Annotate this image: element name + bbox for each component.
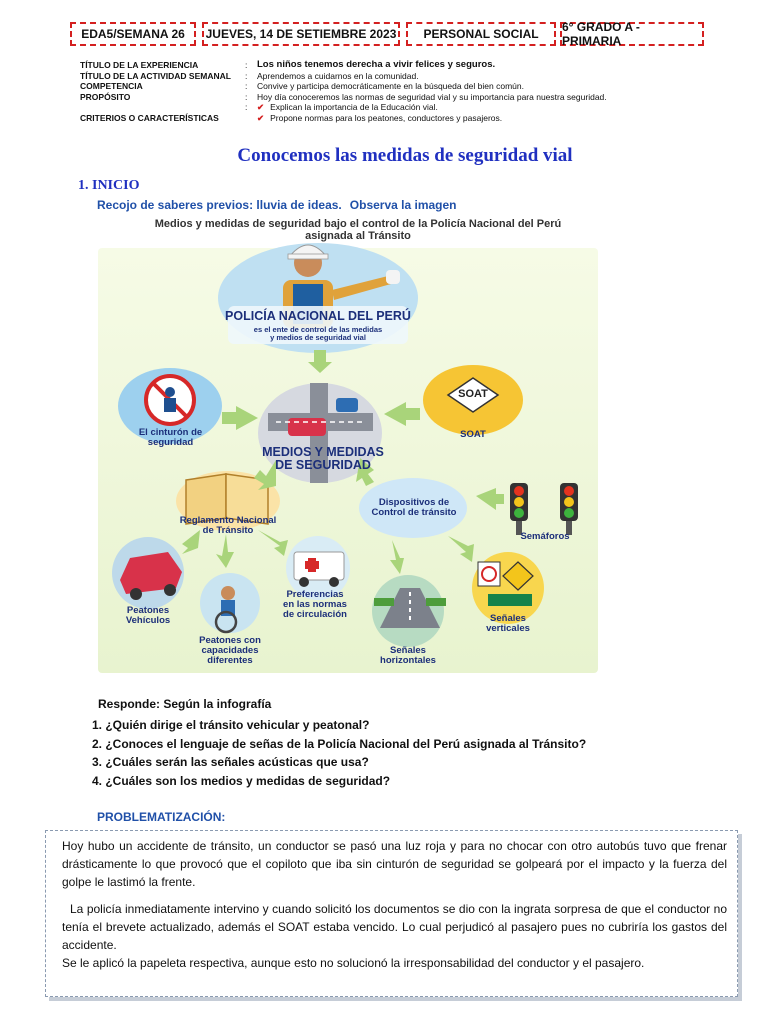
info-row-experience	[80, 60, 700, 71]
peatones-label	[108, 606, 188, 626]
devices-label	[360, 498, 468, 518]
preferencias-label-line1: Preferencias	[286, 589, 344, 600]
problem-paragraph: La policía inmediatamente intervino y cuando solicitó los documentos se dio con la ingrata sorpresa de que el conductor no tenía el brevete actualizado, además el SOAT estaba vencido. Lo cual perjudicó al pasajero pues no cubriría los gastos del accidente.	[62, 902, 727, 952]
header-week: EDA5/SEMANA 26	[81, 27, 185, 41]
capacidades-label-line1: Peatones con	[199, 635, 261, 646]
responde-instruction: Responde: Según la infografía	[98, 697, 272, 711]
criteria-text: Propone normas para los peatones, conductores y pasajeros.	[270, 112, 503, 123]
center-title-line1: MEDIOS Y MEDIDAS	[262, 445, 384, 459]
info-row-activity	[80, 71, 700, 82]
problem-text-box	[45, 830, 738, 997]
capacidades-label-line3: diferentes	[207, 655, 253, 666]
check-icon: ✔	[257, 112, 265, 123]
header-week-box	[70, 22, 196, 46]
header-grade-box	[560, 22, 704, 46]
center-title-line2: DE SEGURIDAD	[275, 458, 371, 472]
capacidades-label-line2: capacidades	[201, 645, 259, 656]
question-item: 2. ¿Conoces el lenguaje de señas de la Policía Nacional del Perú asignada al Tránsito?	[92, 736, 587, 751]
info-row-criteria-2	[80, 113, 700, 124]
criteria-item	[257, 102, 700, 113]
question-item: 3. ¿Cuáles serán las señales acústicas que usa?	[92, 755, 369, 769]
soat-label: SOAT	[460, 429, 486, 440]
activity-info	[80, 60, 700, 123]
preferencias-label-line2: en las normas	[283, 599, 347, 610]
info-key: COMPETENCIA	[80, 81, 143, 91]
verticales-label-line2: verticales	[486, 623, 530, 634]
crashed-car-icon	[112, 537, 184, 609]
reglamento-label-line2: de Tránsito	[202, 525, 254, 536]
reglamento-label	[168, 516, 288, 536]
infographic-title-line1: Medios y medidas de seguridad bajo el control de la Policía Nacional del Perú	[154, 218, 562, 230]
police-subtitle	[238, 326, 398, 342]
section-subheading	[97, 198, 465, 212]
info-row-purpose	[80, 92, 700, 103]
info-row-criteria-1	[80, 102, 700, 113]
peatones-label-line2: Vehículos	[125, 615, 171, 626]
subheading-part-a: Recojo de saberes previos: lluvia de ideas.	[97, 198, 342, 212]
info-value: Aprendemos a cuidarnos en la comunidad.	[257, 70, 419, 81]
page-title: Conocemos las medidas de seguridad vial	[237, 145, 573, 166]
info-colon: :	[245, 60, 248, 70]
infographic-title-line2: asignada al Tránsito	[305, 230, 411, 242]
preferencias-label	[274, 590, 356, 620]
criteria-text: Explican la importancia de la Educación vial.	[270, 102, 438, 112]
info-value: Los niños tenemos derecha a vivir felices y seguros.	[257, 59, 496, 70]
problem-heading: PROBLEMATIZACIÓN:	[97, 810, 226, 824]
peatones-label-line1: Peatones	[126, 605, 170, 616]
criteria-item	[257, 113, 700, 124]
seatbelt-label	[118, 428, 223, 448]
devices-label-line2: Control de tránsito	[371, 507, 457, 518]
check-icon: ✔	[257, 102, 265, 112]
horizontales-label	[370, 646, 446, 666]
police-title: POLICÍA NACIONAL DEL PERÚ	[225, 309, 411, 323]
question-item: 4. ¿Cuáles son los medios y medidas de seguridad?	[92, 773, 391, 788]
header-subject: PERSONAL SOCIAL	[423, 27, 539, 41]
traffic-light-icon	[510, 483, 578, 535]
devices-label-line1: Dispositivos de	[378, 497, 450, 508]
verticales-label-line1: Señales	[490, 613, 526, 624]
police-subtitle-line1: es el ente de control de las medidas	[253, 325, 383, 334]
wheelchair-user-icon	[200, 573, 260, 633]
header-subject-box	[406, 22, 556, 46]
seatbelt-label-line1: El cinturón de	[138, 427, 203, 438]
info-value: Hoy día conoceremos las normas de seguridad vial y su importancia para nuestra seguridad.	[257, 91, 607, 102]
soat-badge: SOAT	[458, 388, 488, 400]
header-date-box	[202, 22, 400, 46]
section-heading-inicio: 1. INICIO	[78, 178, 140, 193]
info-key: TÍTULO DE LA ACTIVIDAD SEMANAL	[80, 70, 231, 81]
info-colon: :	[245, 81, 248, 91]
horizontales-label-line1: Señales	[390, 645, 426, 656]
info-key: CRITERIOS O CARACTERÍSTICAS	[80, 112, 219, 123]
problem-paragraph: Se le aplicó la papeleta respectiva, aunque esto no solucionó la irresponsabilidad del conductor y el pasajero.	[62, 956, 645, 970]
soat-icon	[423, 365, 523, 435]
info-colon: :	[245, 102, 248, 112]
question-item: 1. ¿Quién dirige el tránsito vehicular y peatonal?	[92, 718, 370, 732]
question-list	[92, 716, 586, 790]
info-key: PROPÓSITO	[80, 91, 131, 102]
reglamento-label-line1: Reglamento Nacional	[179, 515, 277, 526]
capacidades-label	[190, 636, 270, 666]
problem-paragraph: Hoy hubo un accidente de tránsito, un conductor se pasó una luz roja y para no chocar con otro autobús tuvo que frenar drásticamente lo que provocó que el copiloto que iba sin cinturón de seguridad se golpeará por el impacto y la fuerza del golpe le lastimó la frente.	[62, 839, 727, 889]
header-grade: 6° GRADO A - PRIMARIA	[562, 20, 640, 48]
road-safety-infographic	[98, 218, 598, 673]
horizontal-road-markings-icon	[372, 575, 446, 647]
info-value: Convive y participa democráticamente en la búsqueda del bien común.	[257, 81, 524, 91]
police-subtitle-line2: y medios de seguridad vial	[270, 333, 366, 342]
horizontales-label-line2: horizontales	[380, 655, 436, 666]
preferencias-label-line3: de circulación	[283, 609, 347, 620]
center-title	[248, 446, 398, 472]
info-colon: :	[245, 91, 248, 102]
subheading-part-b: Observa la imagen	[349, 198, 457, 212]
seatbelt-label-line2: seguridad	[147, 437, 194, 448]
header-date: JUEVES, 14 DE SETIEMBRE 2023	[205, 27, 397, 41]
info-colon: :	[245, 70, 248, 81]
info-row-competence	[80, 81, 700, 92]
semaforos-label: Semáforos	[520, 531, 570, 542]
info-key: TÍTULO DE LA EXPERIENCIA	[80, 60, 199, 70]
verticales-label	[468, 614, 548, 634]
